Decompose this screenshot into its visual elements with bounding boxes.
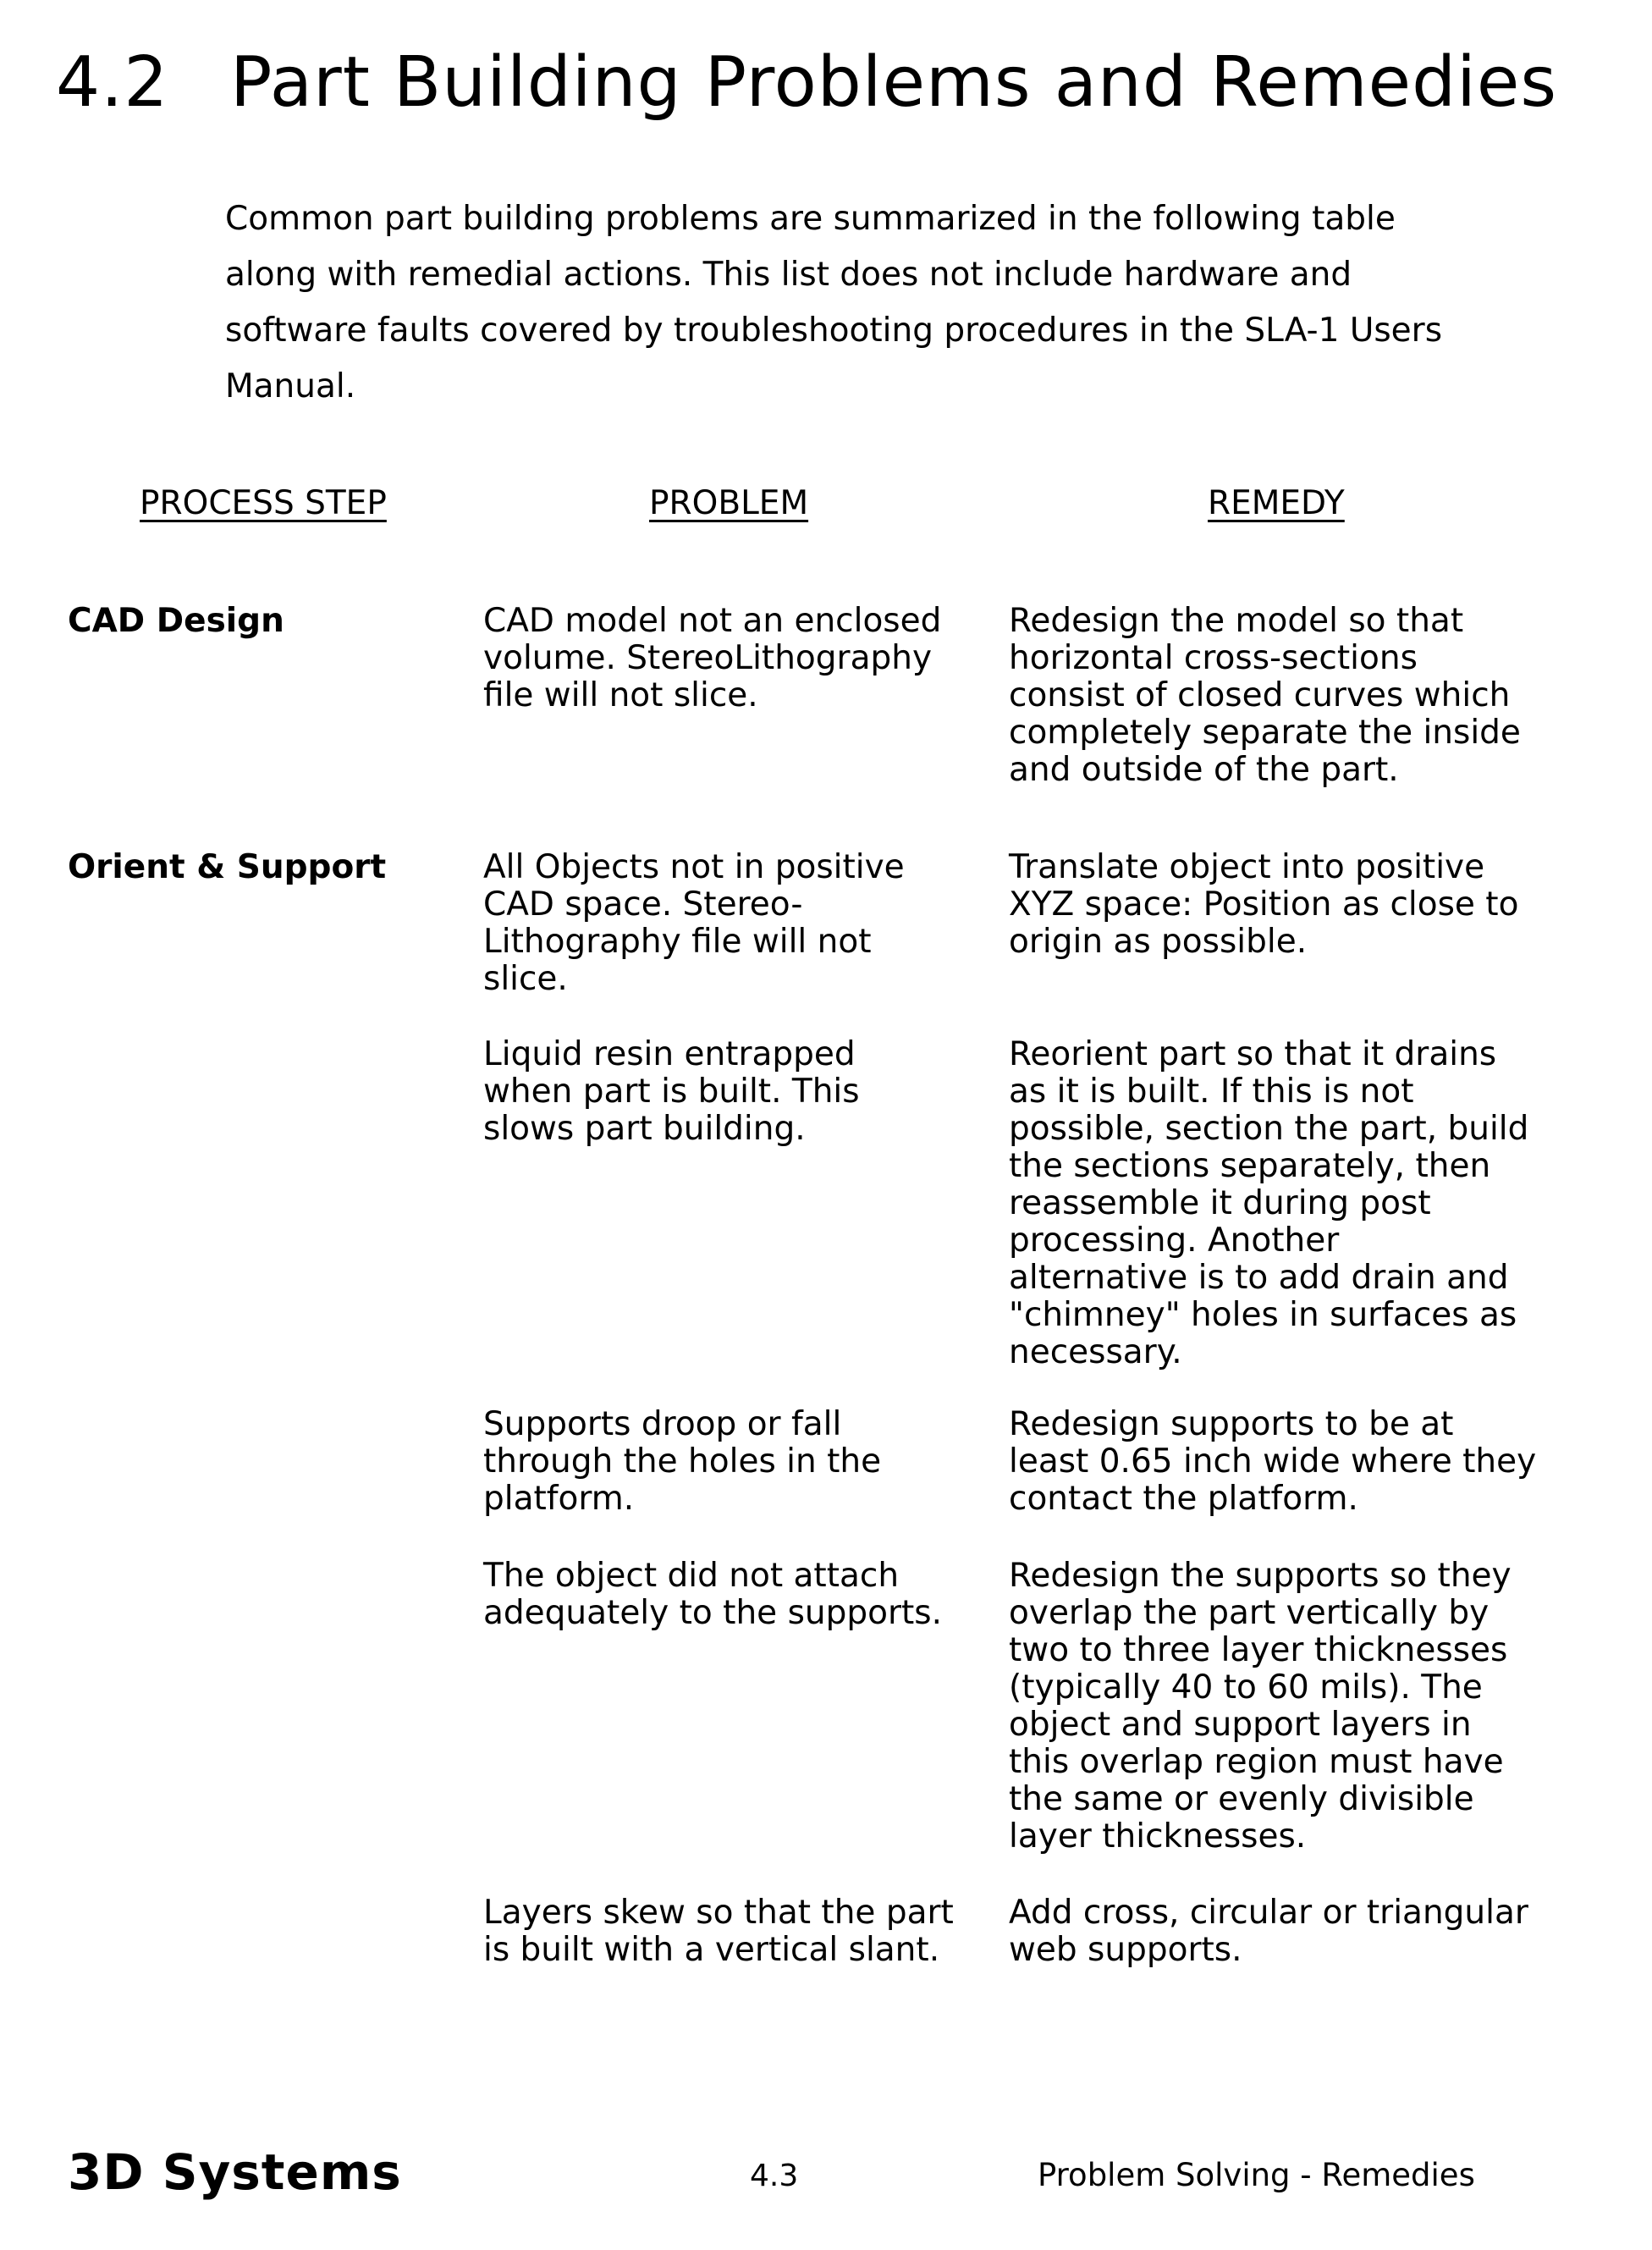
remedy-cell (1009, 1894, 1528, 1969)
remedy-line: the same or evenly divisible (1009, 1780, 1474, 1818)
intro-line: software faults covered by troubleshooting procedures in the SLA-1 Users (225, 312, 1443, 350)
remedy-line: XYZ space: Position as close to (1009, 885, 1519, 924)
problem-line: slice. (483, 960, 568, 998)
problem-cell (483, 1406, 881, 1518)
problem-line: volume. StereoLithography (483, 639, 933, 677)
problem-cell (483, 849, 905, 998)
remedy-line: and outside of the part. (1009, 751, 1399, 789)
problem-cell (483, 1036, 860, 1148)
problem-line: CAD model not an enclosed (483, 602, 942, 640)
problem-line: file will not slice. (483, 676, 758, 714)
footer-page-number: 4.3 (750, 2159, 799, 2193)
footer-brand: 3D Systems (68, 2143, 402, 2201)
problem-line: All Objects not in positive (483, 848, 905, 886)
remedy-line: as it is built. If this is not (1009, 1073, 1414, 1111)
remedy-line: object and support layers in (1009, 1706, 1472, 1744)
remedy-line: reassemble it during post (1009, 1184, 1431, 1222)
problem-cell (483, 1894, 954, 1969)
process-step-cell: CAD Design (68, 602, 284, 640)
remedy-cell (1009, 849, 1518, 961)
remedy-line: completely separate the inside (1009, 714, 1521, 752)
remedy-line: (typically 40 to 60 mils). The (1009, 1668, 1483, 1707)
remedy-line: overlap the part vertically by (1009, 1594, 1490, 1632)
problem-cell (483, 603, 941, 714)
header-process-step: PROCESS STEP (140, 484, 387, 522)
remedy-line: "chimney" holes in surfaces as (1009, 1296, 1517, 1334)
remedy-line: web supports. (1009, 1931, 1242, 1969)
problem-line: Lithography file will not (483, 923, 872, 961)
remedy-line: consist of closed curves which (1009, 676, 1511, 714)
remedy-line: processing. Another (1009, 1222, 1340, 1260)
problem-line: adequately to the supports. (483, 1594, 943, 1632)
header-remedy: REMEDY (1208, 484, 1345, 522)
intro-line: along with remedial actions. This list does not include hardware and (225, 256, 1352, 294)
section-title: Part Building Problems and Remedies (230, 42, 1558, 123)
problem-line: slows part building. (483, 1110, 806, 1148)
remedy-line: this overlap region must have (1009, 1743, 1504, 1781)
header-problem: PROBLEM (649, 484, 809, 522)
remedy-line: possible, section the part, build (1009, 1110, 1529, 1148)
remedy-line: layer thicknesses. (1009, 1817, 1307, 1856)
remedy-line: origin as possible. (1009, 923, 1308, 961)
footer-section-label: Problem Solving - Remedies (1038, 2157, 1475, 2193)
problem-line: Liquid resin entrapped (483, 1035, 856, 1073)
remedy-cell (1009, 1558, 1512, 1856)
remedy-cell (1009, 1036, 1528, 1371)
remedy-line: Reorient part so that it drains (1009, 1035, 1497, 1073)
remedy-cell (1009, 603, 1521, 789)
remedy-line: alternative is to add drain and (1009, 1259, 1509, 1297)
remedy-line: Redesign supports to be at (1009, 1405, 1454, 1443)
intro-line: Common part building problems are summarized in the following table (225, 200, 1396, 238)
remedy-line: two to three layer thicknesses (1009, 1631, 1508, 1669)
problem-line: Layers skew so that the part (483, 1894, 954, 1932)
problem-line: through the holes in the (483, 1442, 882, 1481)
remedy-line: necessary. (1009, 1333, 1182, 1371)
problem-line: is built with a vertical slant. (483, 1931, 940, 1969)
problem-line: The object did not attach (483, 1557, 900, 1595)
remedy-line: Add cross, circular or triangular (1009, 1894, 1528, 1932)
problem-cell (483, 1558, 942, 1632)
remedy-line: Redesign the supports so they (1009, 1557, 1512, 1595)
remedy-line: Redesign the model so that (1009, 602, 1464, 640)
problem-line: platform. (483, 1480, 635, 1518)
remedy-line: contact the platform. (1009, 1480, 1358, 1518)
process-step-cell: Orient & Support (68, 848, 387, 886)
remedy-line: the sections separately, then (1009, 1147, 1491, 1185)
remedy-cell (1009, 1406, 1536, 1518)
page-title (56, 42, 1557, 123)
section-number: 4.2 (56, 42, 169, 123)
problem-line: Supports droop or fall (483, 1405, 842, 1443)
intro-line: Manual. (225, 367, 356, 405)
intro-paragraph (225, 191, 1545, 415)
problem-line: CAD space. Stereo- (483, 885, 803, 924)
problem-line: when part is built. This (483, 1073, 860, 1111)
remedy-line: horizontal cross-sections (1009, 639, 1418, 677)
remedy-line: Translate object into positive (1009, 848, 1485, 886)
remedy-line: least 0.65 inch wide where they (1009, 1442, 1537, 1481)
